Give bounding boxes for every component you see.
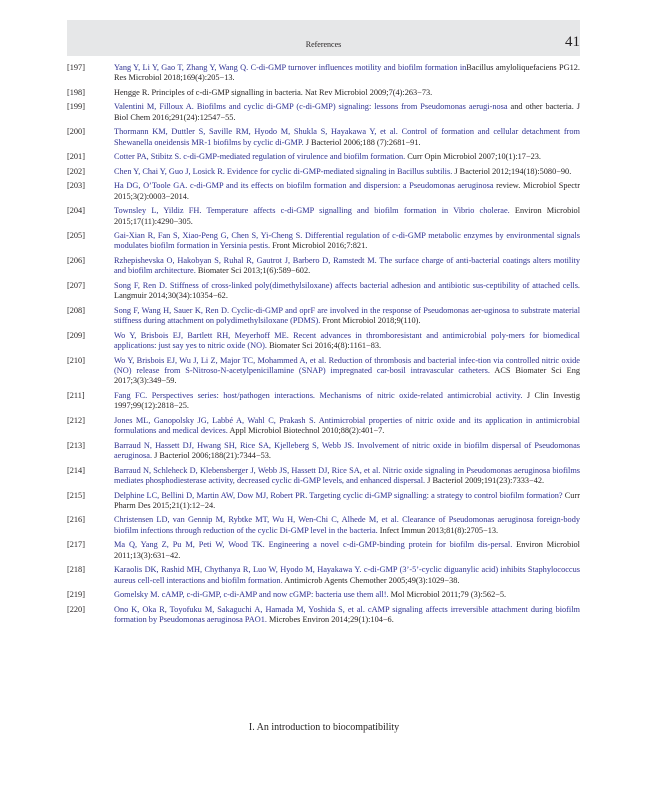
reference-entry	[67, 441, 580, 462]
reference-link[interactable]: Yang Y, Li Y, Gao T, Zhang Y, Wang Q. C-di-GMP turnover influences motility and biofilm formation in	[114, 63, 467, 72]
reference-link[interactable]: Chen Y, Chai Y, Guo J, Losick R. Evidence for cyclic di-GMP-mediated signaling in Bacillus subtilis.	[114, 166, 453, 176]
reference-number: [211]	[67, 390, 85, 400]
reference-citation: Front Microbiol 2018;9(110).	[320, 316, 421, 326]
reference-citation: Hengge R. Principles of c-di-GMP signalling in bacteria. Nat Rev Microbiol 2009;7(4):263−73.	[114, 87, 433, 97]
reference-citation: Environ Microbiol 2015;17(11):4290−305.	[114, 206, 580, 226]
reference-citation: and other bacteria. J Biol Chem 2016;291(24):12547−55.	[114, 102, 580, 122]
reference-citation: J Bacteriol 2006;188(21):7344−53.	[152, 451, 271, 461]
reference-number: [203]	[67, 181, 85, 191]
reference-link[interactable]: Townsley L, Yildiz FH. Temperature affects c-di-GMP signalling and biofilm formation in Vibrio cholerae.	[114, 206, 510, 216]
reference-entry	[67, 391, 580, 412]
reference-link[interactable]: Rzhepishevska O, Hakobyan S, Ruhal R, Gautrot J, Barbero D, Ramstedt M. The surface charge of anti-bacterial coatings alters motility and biofilm architecture.	[114, 255, 580, 276]
reference-citation: Infect Immun 2013;81(8):2705−13.	[377, 525, 499, 535]
reference-number: [216]	[67, 515, 85, 525]
reference-number: [198]	[67, 87, 85, 97]
reference-citation: Front Microbiol 2016;7:821.	[270, 241, 368, 251]
reference-entry	[67, 466, 580, 487]
running-header	[67, 20, 580, 56]
reference-citation: Bacillus amyloliquefaciens PG12. Res Microbiol 2018;169(4):205−13.	[114, 63, 580, 83]
reference-entry	[67, 331, 580, 352]
reference-number: [219]	[67, 590, 85, 600]
reference-link[interactable]: Wo Y, Brisbois EJ, Bartlett RH, Meyerhoff ME. Recent advances in thromboresistant and antimicrobial poly-mers for biomedical applications: just say yes to nitric oxide (NO).	[114, 330, 580, 351]
reference-link[interactable]: Gai-Xian R, Fan S, Xiao-Peng G, Chen S, Yi-Cheng S. Differential regulation of c-di-GMP metabolic enzymes by environmental signals modulates biofilm formation in Yersinia pestis.	[114, 231, 580, 251]
reference-link[interactable]: Karaolis DK, Rashid MH, Chythanya R, Luo W, Hyodo M, Hayakawa Y. c-di-GMP (3’-5’-cyclic diguanylic acid) inhibits Staphylococcus aureus cell-cell interactions and biofilm formation.	[114, 565, 580, 585]
reference-number: [201]	[67, 152, 85, 162]
reference-number: [214]	[67, 465, 85, 475]
reference-entry	[67, 167, 580, 177]
reference-entry	[67, 256, 580, 277]
reference-citation: Curr Pharm Des 2015;21(1):12−24.	[114, 490, 580, 510]
reference-number: [218]	[67, 565, 85, 575]
reference-citation: Appl Microbiol Biotechnol 2010;88(2):401−7.	[227, 426, 385, 436]
reference-number: [200]	[67, 127, 85, 137]
reference-citation: J Bacteriol 2012;194(18):5080−90.	[452, 166, 572, 176]
reference-link[interactable]: Jones ML, Ganopolsky JG, Labbé A, Wahl C, Prakash S. Antimicrobial properties of nitric oxide and its application in antimicrobial formulations and medical devices.	[114, 415, 580, 436]
reference-entry	[67, 515, 580, 536]
reference-link[interactable]: Ono K, Oka R, Toyofuku M, Sakaguchi A, Hamada M, Yoshida S, et al. cAMP signaling affects irreversible attachment during biofilm formation by Pseudomonas aeruginosa PAO1.	[114, 604, 580, 625]
reference-citation: J Bacteriol 2009;191(23):7333−42.	[425, 476, 545, 485]
running-head-title: References	[305, 40, 342, 49]
reference-number: [209]	[67, 330, 85, 340]
reference-number: [202]	[67, 166, 85, 176]
reference-link[interactable]: Valentini M, Filloux A. Biofilms and cyclic di-GMP (c-di-GMP) signaling: lessons from Pseudomonas aerugi-nosa	[114, 102, 508, 112]
reference-link[interactable]: Thormann KM, Duttler S, Saville RM, Hyodo M, Shukla S, Hayakawa Y, et al. Control of formation and cellular detachment from Shewanella oneidensis MR-1 biofilms by cyclic di-GMP.	[114, 127, 580, 147]
reference-number: [208]	[67, 305, 85, 315]
reference-citation: Environ Microbiol 2011;13(3):631−42.	[114, 540, 580, 560]
part-footer: I. An introduction to biocompatibility	[248, 722, 400, 733]
reference-link[interactable]: Ma Q, Yang Z, Pu M, Peti W, Wood TK. Engineering a novel c-di-GMP-binding protein for biofilm dis-persal.	[114, 540, 513, 550]
reference-entry	[67, 590, 580, 600]
reference-entry	[67, 152, 580, 162]
reference-entry	[67, 416, 580, 437]
page-number: 41	[565, 34, 580, 50]
reference-citation: Microbes Environ 2014;29(1):104−6.	[266, 615, 394, 625]
reference-link[interactable]: Gomelsky M. cAMP, c-di-GMP, c-di-AMP and now cGMP: bacteria use them all!.	[114, 590, 389, 600]
reference-number: [204]	[67, 206, 85, 216]
reference-citation: Curr Opin Microbiol 2007;10(1):17−23.	[405, 152, 541, 162]
reference-link[interactable]: Christensen LD, van Gennip M, Rybtke MT, Wu H, Wen-Chi C, Alhede M, et al. Clearance of Pseudomonas aeruginosa foreign-body biofilm infections through reduction of the cyclic Di-GMP level in the bacteria.	[114, 515, 580, 535]
reference-entry	[67, 181, 580, 202]
reference-citation: review. Microbiol Spectr 2015;3(2):0003−2014.	[114, 181, 580, 201]
reference-link[interactable]: Cotter PA, Stibitz S. c-di-GMP-mediated regulation of virulence and biofilm formation.	[114, 152, 406, 162]
reference-link[interactable]: Song F, Wang H, Sauer K, Ren D. Cyclic-di-GMP and oprF are involved in the response of Pseudomonas aer-uginosa to substrate material stiffness during attachment on polydimethylsiloxane (PDMS).	[114, 305, 580, 326]
reference-link[interactable]: Barraud N, Schleheck D, Klebensberger J, Webb JS, Hassett DJ, Rice SA, et al. Nitric oxide signaling in Pseudomonas aeruginosa biofilms mediates phosphodiesterase activity, decreased cyclic di-GMP levels, and enhanced dispersal.	[114, 465, 580, 485]
reference-number: [217]	[67, 540, 85, 550]
reference-entry	[67, 102, 580, 123]
reference-entry	[67, 565, 580, 586]
reference-number: [210]	[67, 355, 85, 365]
reference-link[interactable]: Barraud N, Hassett DJ, Hwang SH, Rice SA, Kjelleberg S, Webb JS. Involvement of nitric oxide in biofilm dispersal of Pseudomonas aeruginosa.	[114, 440, 580, 461]
reference-entry	[67, 63, 580, 84]
reference-citation: Biomater Sci 2013;1(6):589−602.	[195, 266, 311, 276]
reference-number: [213]	[67, 440, 85, 450]
reference-entry	[67, 231, 580, 252]
reference-link[interactable]: Song F, Ren D. Stiffness of cross-linked poly(dimethylsiloxane) affects bacterial adhesion and antibiotic sus-ceptibility of attached cells.	[114, 280, 580, 290]
reference-entry	[67, 127, 580, 148]
reference-number: [215]	[67, 490, 85, 500]
reference-entry	[67, 206, 580, 227]
reference-entry	[67, 540, 580, 561]
reference-entry	[67, 281, 580, 302]
reference-entry	[67, 88, 580, 98]
reference-link[interactable]: Fang FC. Perspectives series: host/pathogen interactions. Mechanisms of nitric oxide-related antimicrobial activity.	[114, 390, 523, 400]
reference-entry	[67, 605, 580, 626]
reference-citation: Langmuir 2014;30(34):10354−62.	[114, 291, 228, 301]
reference-citation: Mol Microbiol 2011;79 (3):562−5.	[388, 590, 507, 600]
reference-link[interactable]: Delphine LC, Bellini D, Martin AW, Dow MJ, Robert PR. Targeting cyclic di-GMP signalling: a strategy to control biofilm formation?	[114, 490, 563, 500]
reference-link[interactable]: Ha DG, O’Toole GA. c-di-GMP and its effects on biofilm formation and dispersion: a Pseudomonas aeruginosa	[114, 181, 494, 191]
reference-link[interactable]: Wo Y, Brisbois EJ, Wu J, Li Z, Major TC, Mohammed A, et al. Reduction of thrombosis and bacterial infec-tion via controlled nitric oxide (NO) release from S-Nitroso-N-acetylpenicillamine (SNAP) impregnated car-bosil intravascular catheters.	[114, 355, 580, 375]
reference-number: [199]	[67, 102, 85, 112]
reference-citation: J Clin Investig 1997;99(12):2818−25.	[114, 390, 580, 411]
reference-number: [197]	[67, 63, 85, 72]
reference-number: [206]	[67, 255, 85, 265]
reference-entry	[67, 356, 580, 387]
reference-citation: J Bacteriol 2006;188 (7):2681−91.	[303, 137, 421, 147]
reference-number: [212]	[67, 415, 85, 425]
reference-citation: Antimicrob Agents Chemother 2005;49(3):1029−38.	[282, 575, 460, 585]
reference-entry	[67, 491, 580, 512]
reference-list	[67, 63, 580, 630]
reference-number: [207]	[67, 280, 85, 290]
reference-citation: Biomater Sci 2016;4(8):1161−83.	[267, 341, 382, 351]
reference-citation: ACS Biomater Sci Eng 2017;3(3):349−59.	[114, 365, 580, 386]
reference-number: [220]	[67, 604, 85, 614]
reference-entry	[67, 306, 580, 327]
reference-number: [205]	[67, 231, 85, 241]
